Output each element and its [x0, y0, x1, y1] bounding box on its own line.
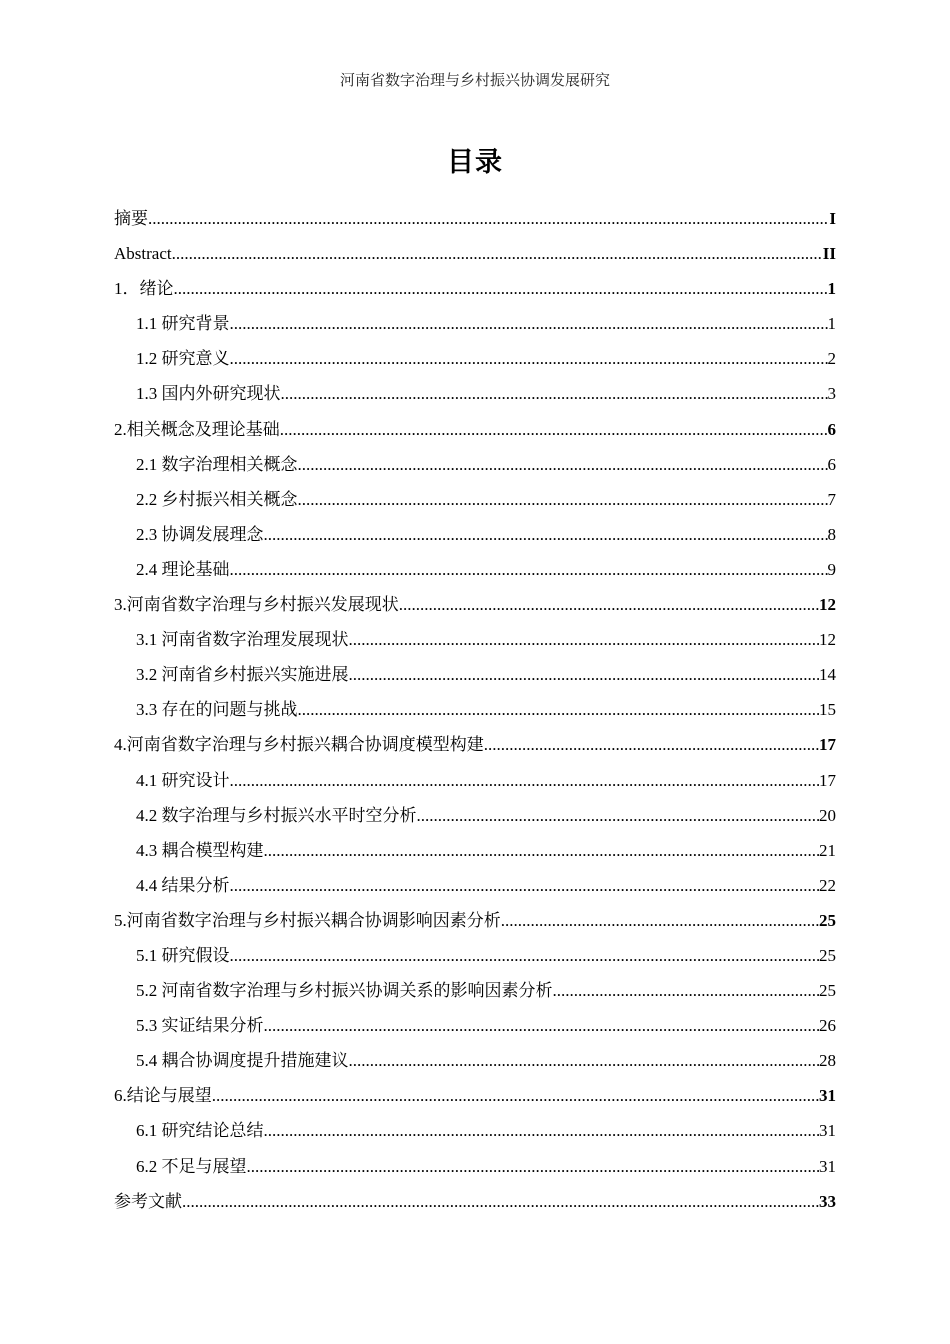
toc-entry-label: 5.河南省数字治理与乡村振兴耦合协调影响因素分析	[114, 910, 501, 930]
toc-entry-label: 1.2 研究意义	[136, 349, 230, 369]
toc-entry-label: 3.1 河南省数字治理发展现状	[136, 630, 349, 650]
toc-dot-leader	[349, 657, 820, 692]
toc-entry-page-number: 15	[819, 700, 836, 720]
toc-entry-label: 3.3 存在的问题与挑战	[136, 700, 298, 720]
toc-dot-leader	[417, 798, 820, 833]
toc-entry[interactable]	[114, 201, 836, 236]
toc-entry-page-number: 12	[819, 630, 836, 650]
toc-entry-label: 参考文献	[114, 1191, 182, 1211]
toc-entry[interactable]	[114, 271, 836, 306]
table-of-contents	[114, 201, 836, 1219]
toc-entry-label: 3.2 河南省乡村振兴实施进展	[136, 665, 349, 685]
toc-entry-page-number: 14	[819, 665, 836, 685]
toc-entry-label: Abstract	[114, 244, 172, 264]
toc-entry-page-number: 31	[819, 1156, 836, 1176]
toc-entry-page-number: 6	[827, 454, 836, 474]
toc-entry-page-number: 12	[819, 595, 836, 615]
toc-entry-page-number: 33	[819, 1191, 836, 1211]
toc-entry[interactable]	[114, 412, 836, 447]
toc-entry[interactable]	[114, 587, 836, 622]
page-title: 目录	[447, 147, 503, 178]
toc-dot-leader	[230, 341, 828, 376]
toc-entry[interactable]	[114, 657, 836, 692]
toc-entry-label: 2.2 乡村振兴相关概念	[136, 489, 298, 509]
toc-entry-label: 6.1 研究结论总结	[136, 1121, 264, 1141]
toc-entry[interactable]	[114, 341, 836, 376]
toc-dot-leader	[298, 482, 828, 517]
toc-entry-page-number: 31	[819, 1121, 836, 1141]
toc-entry[interactable]	[114, 868, 836, 903]
toc-entry-label: 5.2 河南省数字治理与乡村振兴协调关系的影响因素分析	[136, 981, 553, 1001]
toc-entry[interactable]	[114, 692, 836, 727]
toc-entry[interactable]	[114, 482, 836, 517]
toc-entry[interactable]	[114, 833, 836, 868]
toc-dot-leader	[230, 868, 820, 903]
toc-entry-page-number: 28	[819, 1051, 836, 1071]
toc-entry-label: 2.1 数字治理相关概念	[136, 454, 298, 474]
toc-entry[interactable]	[114, 236, 836, 271]
toc-entry[interactable]	[114, 903, 836, 938]
toc-entry-label: 4.3 耦合模型构建	[136, 840, 264, 860]
toc-entry-label: 6.结论与展望	[114, 1086, 212, 1106]
toc-dot-leader	[298, 447, 828, 482]
toc-entry-page-number: I	[829, 209, 836, 228]
toc-entry[interactable]	[114, 1078, 836, 1113]
toc-entry[interactable]	[114, 1149, 836, 1184]
toc-entry-label: 4.4 结果分析	[136, 875, 230, 895]
toc-dot-leader	[264, 1113, 820, 1148]
toc-entry-page-number: 22	[819, 875, 836, 895]
toc-dot-leader	[280, 412, 828, 447]
toc-dot-leader	[230, 763, 820, 798]
toc-entry-label: 摘要	[114, 209, 148, 228]
toc-dot-leader	[264, 1008, 820, 1043]
toc-dot-leader	[182, 1184, 819, 1219]
toc-dot-leader	[349, 622, 820, 657]
toc-entry[interactable]	[114, 938, 836, 973]
toc-entry[interactable]	[114, 517, 836, 552]
toc-entry-label: 6.2 不足与展望	[136, 1156, 247, 1176]
toc-entry-page-number: 8	[827, 524, 836, 544]
toc-dot-leader	[174, 271, 828, 306]
toc-dot-leader	[230, 938, 820, 973]
toc-entry-label: 4.河南省数字治理与乡村振兴耦合协调度模型构建	[114, 735, 484, 755]
toc-entry-page-number: 21	[819, 840, 836, 860]
toc-dot-leader	[553, 973, 820, 1008]
toc-entry-label: 5.1 研究假设	[136, 945, 230, 965]
toc-entry-label: 4.2 数字治理与乡村振兴水平时空分析	[136, 805, 417, 825]
toc-entry-label: 2.相关概念及理论基础	[114, 419, 280, 439]
toc-dot-leader	[172, 236, 823, 271]
toc-entry-label: 1.3 国内外研究现状	[136, 384, 281, 404]
toc-entry-label: 1.1 研究背景	[136, 314, 230, 334]
toc-entry-page-number: 25	[819, 945, 836, 965]
toc-entry-page-number: 17	[819, 770, 836, 790]
toc-dot-leader	[349, 1043, 820, 1078]
toc-dot-leader	[399, 587, 819, 622]
toc-entry[interactable]	[114, 1008, 836, 1043]
toc-entry-page-number: 20	[819, 805, 836, 825]
toc-dot-leader	[212, 1078, 819, 1113]
toc-entry-page-number: 7	[827, 489, 836, 509]
toc-entry-page-number: 26	[819, 1016, 836, 1036]
toc-entry-page-number: 1	[827, 279, 836, 299]
toc-entry[interactable]	[114, 1043, 836, 1078]
toc-entry[interactable]	[114, 763, 836, 798]
toc-dot-leader	[264, 517, 828, 552]
toc-entry[interactable]	[114, 973, 836, 1008]
toc-entry-label: 2.3 协调发展理念	[136, 524, 264, 544]
toc-entry-label: 1．绪论	[114, 279, 174, 299]
toc-dot-leader	[298, 692, 820, 727]
toc-entry[interactable]	[114, 306, 836, 341]
toc-entry[interactable]	[114, 1184, 836, 1219]
toc-entry[interactable]	[114, 447, 836, 482]
toc-entry[interactable]	[114, 798, 836, 833]
toc-entry-page-number: 1	[827, 314, 836, 334]
toc-entry[interactable]	[114, 622, 836, 657]
toc-entry[interactable]	[114, 552, 836, 587]
toc-entry-label: 2.4 理论基础	[136, 559, 230, 579]
toc-dot-leader	[148, 201, 829, 236]
toc-dot-leader	[247, 1149, 820, 1184]
toc-entry-page-number: 3	[827, 384, 836, 404]
toc-entry[interactable]	[114, 376, 836, 411]
toc-entry-page-number: 2	[827, 349, 836, 369]
toc-entry-page-number: II	[822, 244, 836, 264]
toc-entry[interactable]	[114, 1113, 836, 1148]
toc-dot-leader	[281, 376, 828, 411]
toc-dot-leader	[501, 903, 819, 938]
toc-entry-page-number: 25	[819, 981, 836, 1001]
toc-entry-label: 5.4 耦合协调度提升措施建议	[136, 1051, 349, 1071]
toc-entry-page-number: 17	[819, 735, 836, 755]
toc-entry[interactable]	[114, 727, 836, 762]
toc-dot-leader	[230, 552, 828, 587]
toc-dot-leader	[484, 727, 819, 762]
toc-dot-leader	[230, 306, 828, 341]
toc-dot-leader	[264, 833, 820, 868]
toc-entry-label: 4.1 研究设计	[136, 770, 230, 790]
toc-entry-label: 3.河南省数字治理与乡村振兴发展现状	[114, 595, 399, 615]
toc-entry-page-number: 6	[827, 419, 836, 439]
toc-entry-page-number: 25	[819, 910, 836, 930]
toc-entry-page-number: 31	[819, 1086, 836, 1106]
toc-entry-label: 5.3 实证结果分析	[136, 1016, 264, 1036]
running-header: 河南省数字治理与乡村振兴协调发展研究	[339, 73, 610, 89]
toc-entry-page-number: 9	[827, 559, 836, 579]
